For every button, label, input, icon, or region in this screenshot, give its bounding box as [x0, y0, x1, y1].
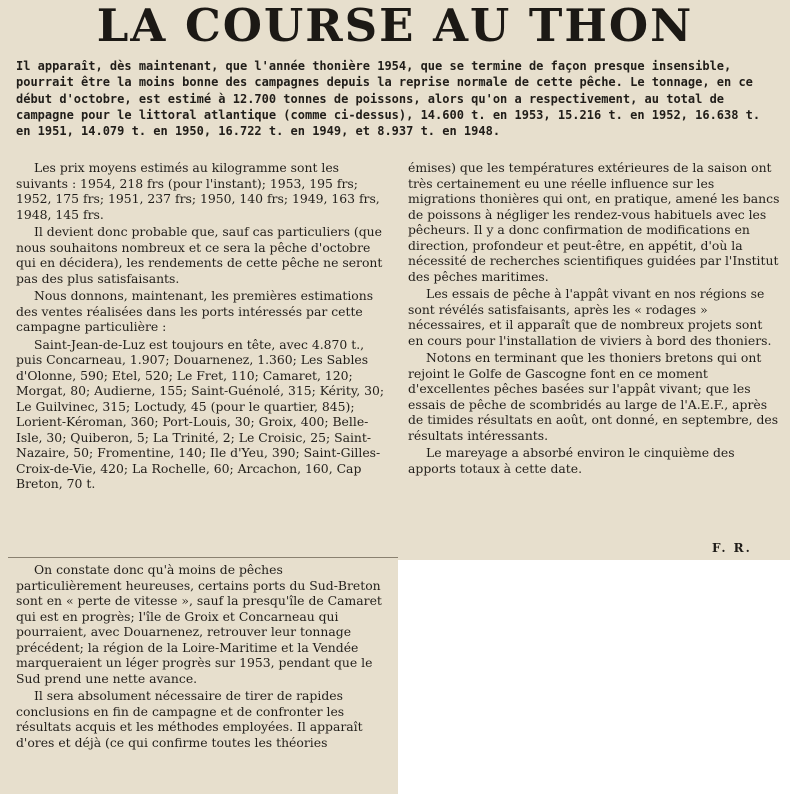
article-title: LA COURSE AU THON: [96, 0, 694, 52]
column-divider: [8, 557, 398, 558]
paragraph-estimates-intro: Nous donnons, maintenant, les premières estimations des ventes réalisées dans les ports intéressés par cette campagne particulière :: [16, 288, 374, 334]
paragraph-outlook: Il devient donc probable que, sauf cas particuliers (que nous souhaitons nombreux et ce sera la pêche d'octobre qui en décidera), les rendements de cette pêche ne seront pas des plus satisfaisants.: [16, 224, 383, 286]
paragraph-prices: Les prix moyens estimés au kilogramme sont les suivants : 1954, 218 frs (pour l'instant); 1953, 195 frs; 1952, 175 frs; 1951, 237 frs; 1950, 140 frs; 1949, 163 frs, 1948, 145 frs.: [16, 160, 380, 222]
paragraph-conclusion: On constate donc qu'à moins de pêches particulièrement heureuses, certains ports du Sud-Breton sont en « perte de vitesse », sauf la presqu'île de Camaret qui est en progrès; l'île de Groix et Concarneau qui pourraient, avec Douarnenez, retrouver leur tonnage précédent; la région de la Loire-Maritime et la Vendée marqueraient un léger progrès sur 1953, pendant que le Sud prend une nette avance.: [16, 562, 382, 686]
author-signature: F. R.: [712, 541, 752, 555]
paragraph-temperatures: émises) que les températures extérieures de la saison ont très certainement eu une réelle influence sur les migrations thonières qui ont, en pratique, amené les bancs de poissons à négliger les rendez-vous habituels avec les pêcheurs. Il y a donc confirmation de modifications en direction, profondeur et peut-être, en appétit, d'où la nécessité de recherches scientifiques guidées par l'Institut des pêches maritimes.: [408, 160, 780, 284]
blank-area: [398, 560, 790, 794]
left-column-top: [16, 160, 388, 494]
paragraph-mareyage: Le mareyage a absorbé environ le cinquième des apports totaux à cette date.: [408, 445, 735, 476]
right-column: [408, 160, 780, 478]
paragraph-live-bait: Les essais de pêche à l'appât vivant en nos régions se sont révélés satisfaisants, après les « rodages » nécessaires, et il apparaît que de nombreux projets sont en cours pour l'installation de viviers à bord des thoniers.: [408, 286, 772, 348]
article-lede: Il apparaît, dès maintenant, que l'année thonière 1954, que se termine de façon presque insensible, pourrait être la moins bonne des campagnes depuis la reprise normale de cette pêche. Le tonnage, en ce début d'octobre, est estimé à 12.700 tonnes de poissons, alors qu'on a respectivement, au total de campagne pour le littoral atlantique (comme ci-dessus), 14.600 t. en 1953, 15.216 t. en 1952, 16.638 t. en 1951, 14.079 t. en 1950, 16.722 t. en 1949, et 8.937 t. en 1948.: [16, 59, 761, 139]
paragraph-methods: Il sera absolument nécessaire de tirer de rapides conclusions en fin de campagne et de confronter les résultats acquis et les méthodes employées. Il apparaît d'ores et déjà (ce qui confirme toutes les théories: [16, 688, 363, 750]
paragraph-port-sales: Saint-Jean-de-Luz est toujours en tête, avec 4.870 t., puis Concarneau, 1.907; Douarnenez, 1.360; Les Sables d'Olonne, 590; Etel, 520; Le Fret, 110; Camaret, 120; Morgat, 80; Audierne, 155; Saint-Guénolé, 315; Kérity, 30; Le Guilvinec, 315; Loctudy, 45 (pour le quartier, 845); Lorient-Kéroman, 360; Port-Louis, 30; Groix, 400; Belle-Isle, 30; Quiberon, 5; La Trinité, 2; Le Croisic, 25; Saint-Nazaire, 50; Fromentine, 140; Ile d'Yeu, 390; Saint-Gilles-Croix-de-Vie, 420; La Rochelle, 60; Arcachon, 160, Cap Breton, 70 t.: [16, 336, 385, 491]
left-column-bottom: [16, 562, 390, 752]
paragraph-breton-tuna-boats: Notons en terminant que les thoniers bretons qui ont rejoint le Golfe de Gascogne font en ce moment d'excellentes pêches basées sur l'appât vivant; que les essais de pêche de scombridés au large de l'A.E.F., après de timides résultats en août, ont donné, en septembre, des résultats intéressants.: [408, 350, 779, 443]
